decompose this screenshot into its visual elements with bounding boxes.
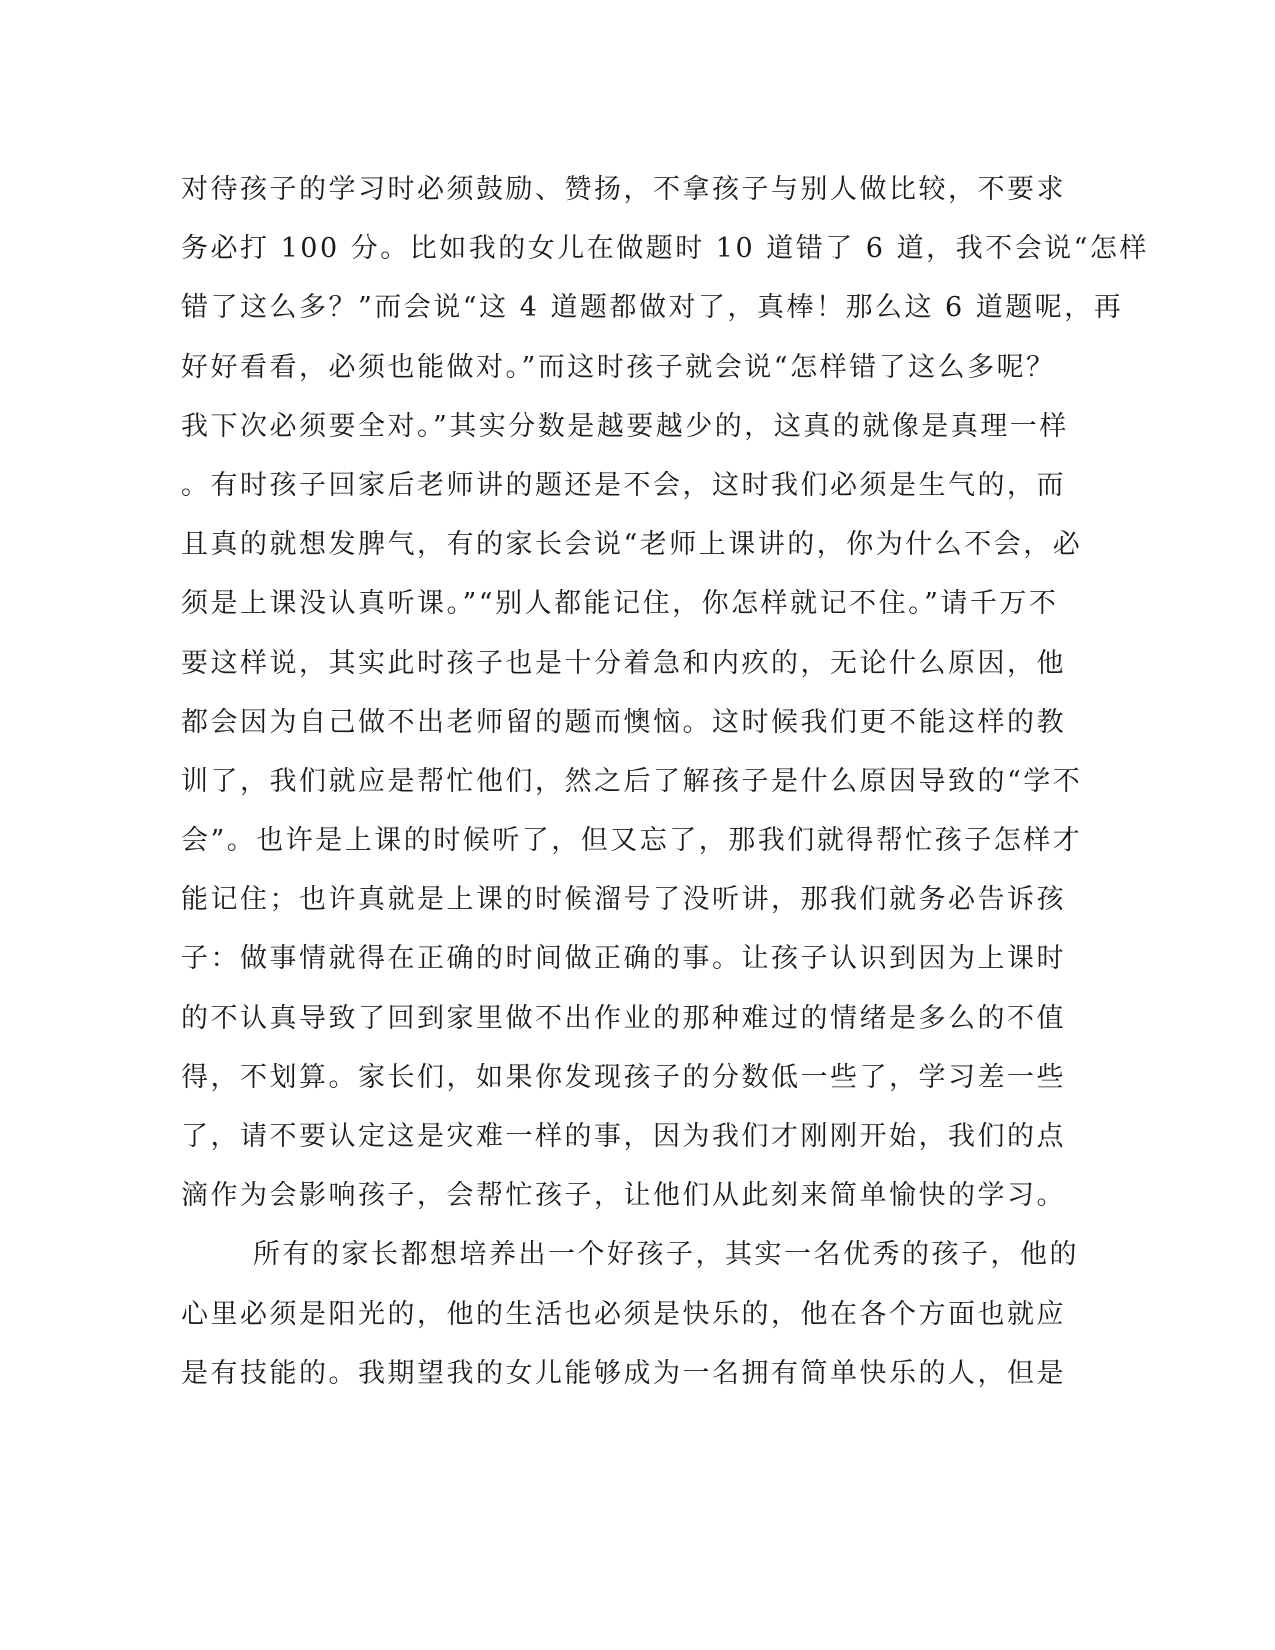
text-line: 能记住；也许真就是上课的时候溜号了没听讲，那我们就务必告诉孩 <box>181 884 1066 916</box>
text-line: 错了这么多？”而会说“这 4 道题都做对了，真棒！那么这 6 道题呢，再 <box>181 292 1124 324</box>
text-line: 对待孩子的学习时必须鼓励、赞扬，不拿孩子与别人做比较，不要求 <box>181 174 1066 205</box>
text-line: 了，请不要认定这是灾难一样的事，因为我们才刚刚开始，我们的点 <box>181 1121 1066 1152</box>
body-text <box>181 160 1149 1403</box>
text-line: 务必打 100 分。比如我的女儿在做题时 10 道错了 6 道，我不会说“怎样 <box>181 233 1149 265</box>
text-line: 须是上课没认真听课。”“别人都能记住，你怎样就记不住。”请千万不 <box>181 588 1059 620</box>
text-line: 训了，我们就应是帮忙他们，然之后了解孩子是什么原因导致的“学不 <box>181 765 1083 797</box>
text-line: 子：做事情就得在正确的时间做正确的事。让孩子认识到因为上课时 <box>181 943 1066 975</box>
text-line: 心里必须是阳光的，他的生活也必须是快乐的，他在各个方面也就应 <box>181 1298 1066 1330</box>
text-line: 得，不划算。家长们，如果你发现孩子的分数低一些了，学习差一些 <box>181 1061 1066 1093</box>
text-line: 的不认真导致了回到家里做不出作业的那种难过的情绪是多么的不值 <box>181 1002 1066 1034</box>
text-line: 都会因为自己做不出老师留的题而懊恼。这时候我们更不能这样的教 <box>181 706 1066 738</box>
text-line: 且真的就想发脾气，有的家长会说“老师上课讲的，你为什么不会，必 <box>181 529 1083 561</box>
paragraph-first-line: 所有的家长都想培养出一个好孩子，其实一名优秀的孩子，他的 <box>253 1239 1079 1271</box>
text-line: 好好看看，必须也能做对。”而这时孩子就会说“怎样错了这么多呢？ <box>181 351 1056 383</box>
text-line: 要这样说，其实此时孩子也是十分着急和内疚的，无论什么原因，他 <box>181 647 1066 679</box>
text-line: 我下次必须要全对。”其实分数是越要越少的，这真的就像是真理一样 <box>181 410 1069 442</box>
text-line: 是有技能的。我期望我的女儿能够成为一名拥有简单快乐的人，但是 <box>181 1357 1066 1389</box>
text-line: 会”。也许是上课的时候听了，但又忘了，那我们就得帮忙孩子怎样才 <box>181 825 1083 857</box>
text-line: 。有时孩子回家后老师讲的题还是不会，这时我们必须是生气的，而 <box>181 469 1066 501</box>
text-line: 滴作为会影响孩子，会帮忙孩子，让他们从此刻来简单愉快的学习。 <box>181 1180 1066 1212</box>
